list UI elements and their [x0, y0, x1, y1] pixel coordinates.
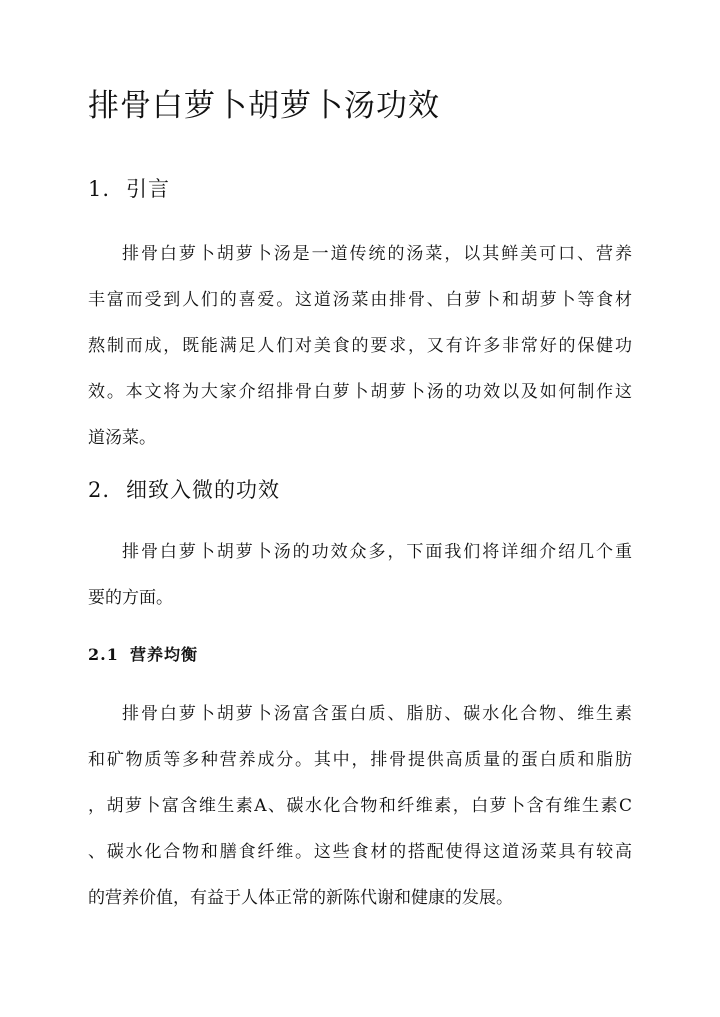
subsection-heading-nutrition — [88, 643, 198, 667]
paragraph-line: 排骨白萝卜胡萝卜汤富含蛋白质、脂肪、碳水化合物、维生素 — [122, 704, 632, 724]
paragraph-line: 排骨白萝卜胡萝卜汤的功效众多，下面我们将详细介绍几个重 — [122, 542, 632, 562]
section-title: 细致入微的功效 — [126, 478, 280, 502]
paragraph-line: 熬制而成，既能满足人们对美食的要求，又有许多非常好的保健功 — [88, 336, 632, 356]
section-number: 2. — [88, 478, 111, 502]
paragraph-line: 和矿物质等多种营养成分。其中，排骨提供高质量的蛋白质和脂肪 — [88, 750, 632, 770]
paragraph-line: 丰富而受到人们的喜爱。这道汤菜由排骨、白萝卜和胡萝卜等食材 — [88, 290, 632, 310]
section-title: 引言 — [126, 177, 170, 201]
paragraph-line: 效。本文将为大家介绍排骨白萝卜胡萝卜汤的功效以及如何制作这 — [88, 382, 632, 402]
paragraph-line: 要的方面。 — [88, 588, 173, 608]
document-title: 排骨白萝卜胡萝卜汤功效 — [88, 88, 440, 124]
subsection-paragraph-nutrition — [88, 691, 632, 921]
section-heading-intro — [88, 174, 170, 204]
subsection-number: 2.1 — [88, 645, 119, 664]
section-paragraph-benefits — [88, 529, 632, 621]
paragraph-line: 道汤菜。 — [88, 428, 156, 448]
paragraph-line: 排骨白萝卜胡萝卜汤是一道传统的汤菜，以其鲜美可口、营养 — [122, 244, 632, 264]
section-paragraph-intro — [88, 231, 632, 461]
paragraph-line: 的营养价值，有益于人体正常的新陈代谢和健康的发展。 — [88, 888, 513, 908]
section-heading-benefits — [88, 475, 280, 505]
subsection-title: 营养均衡 — [130, 645, 199, 664]
paragraph-line: ，胡萝卜富含维生素A、碳水化合物和纤维素，白萝卜含有维生素C — [88, 796, 632, 816]
section-number: 1. — [88, 177, 111, 201]
paragraph-line: 、碳水化合物和膳食纤维。这些食材的搭配使得这道汤菜具有较高 — [88, 842, 632, 862]
